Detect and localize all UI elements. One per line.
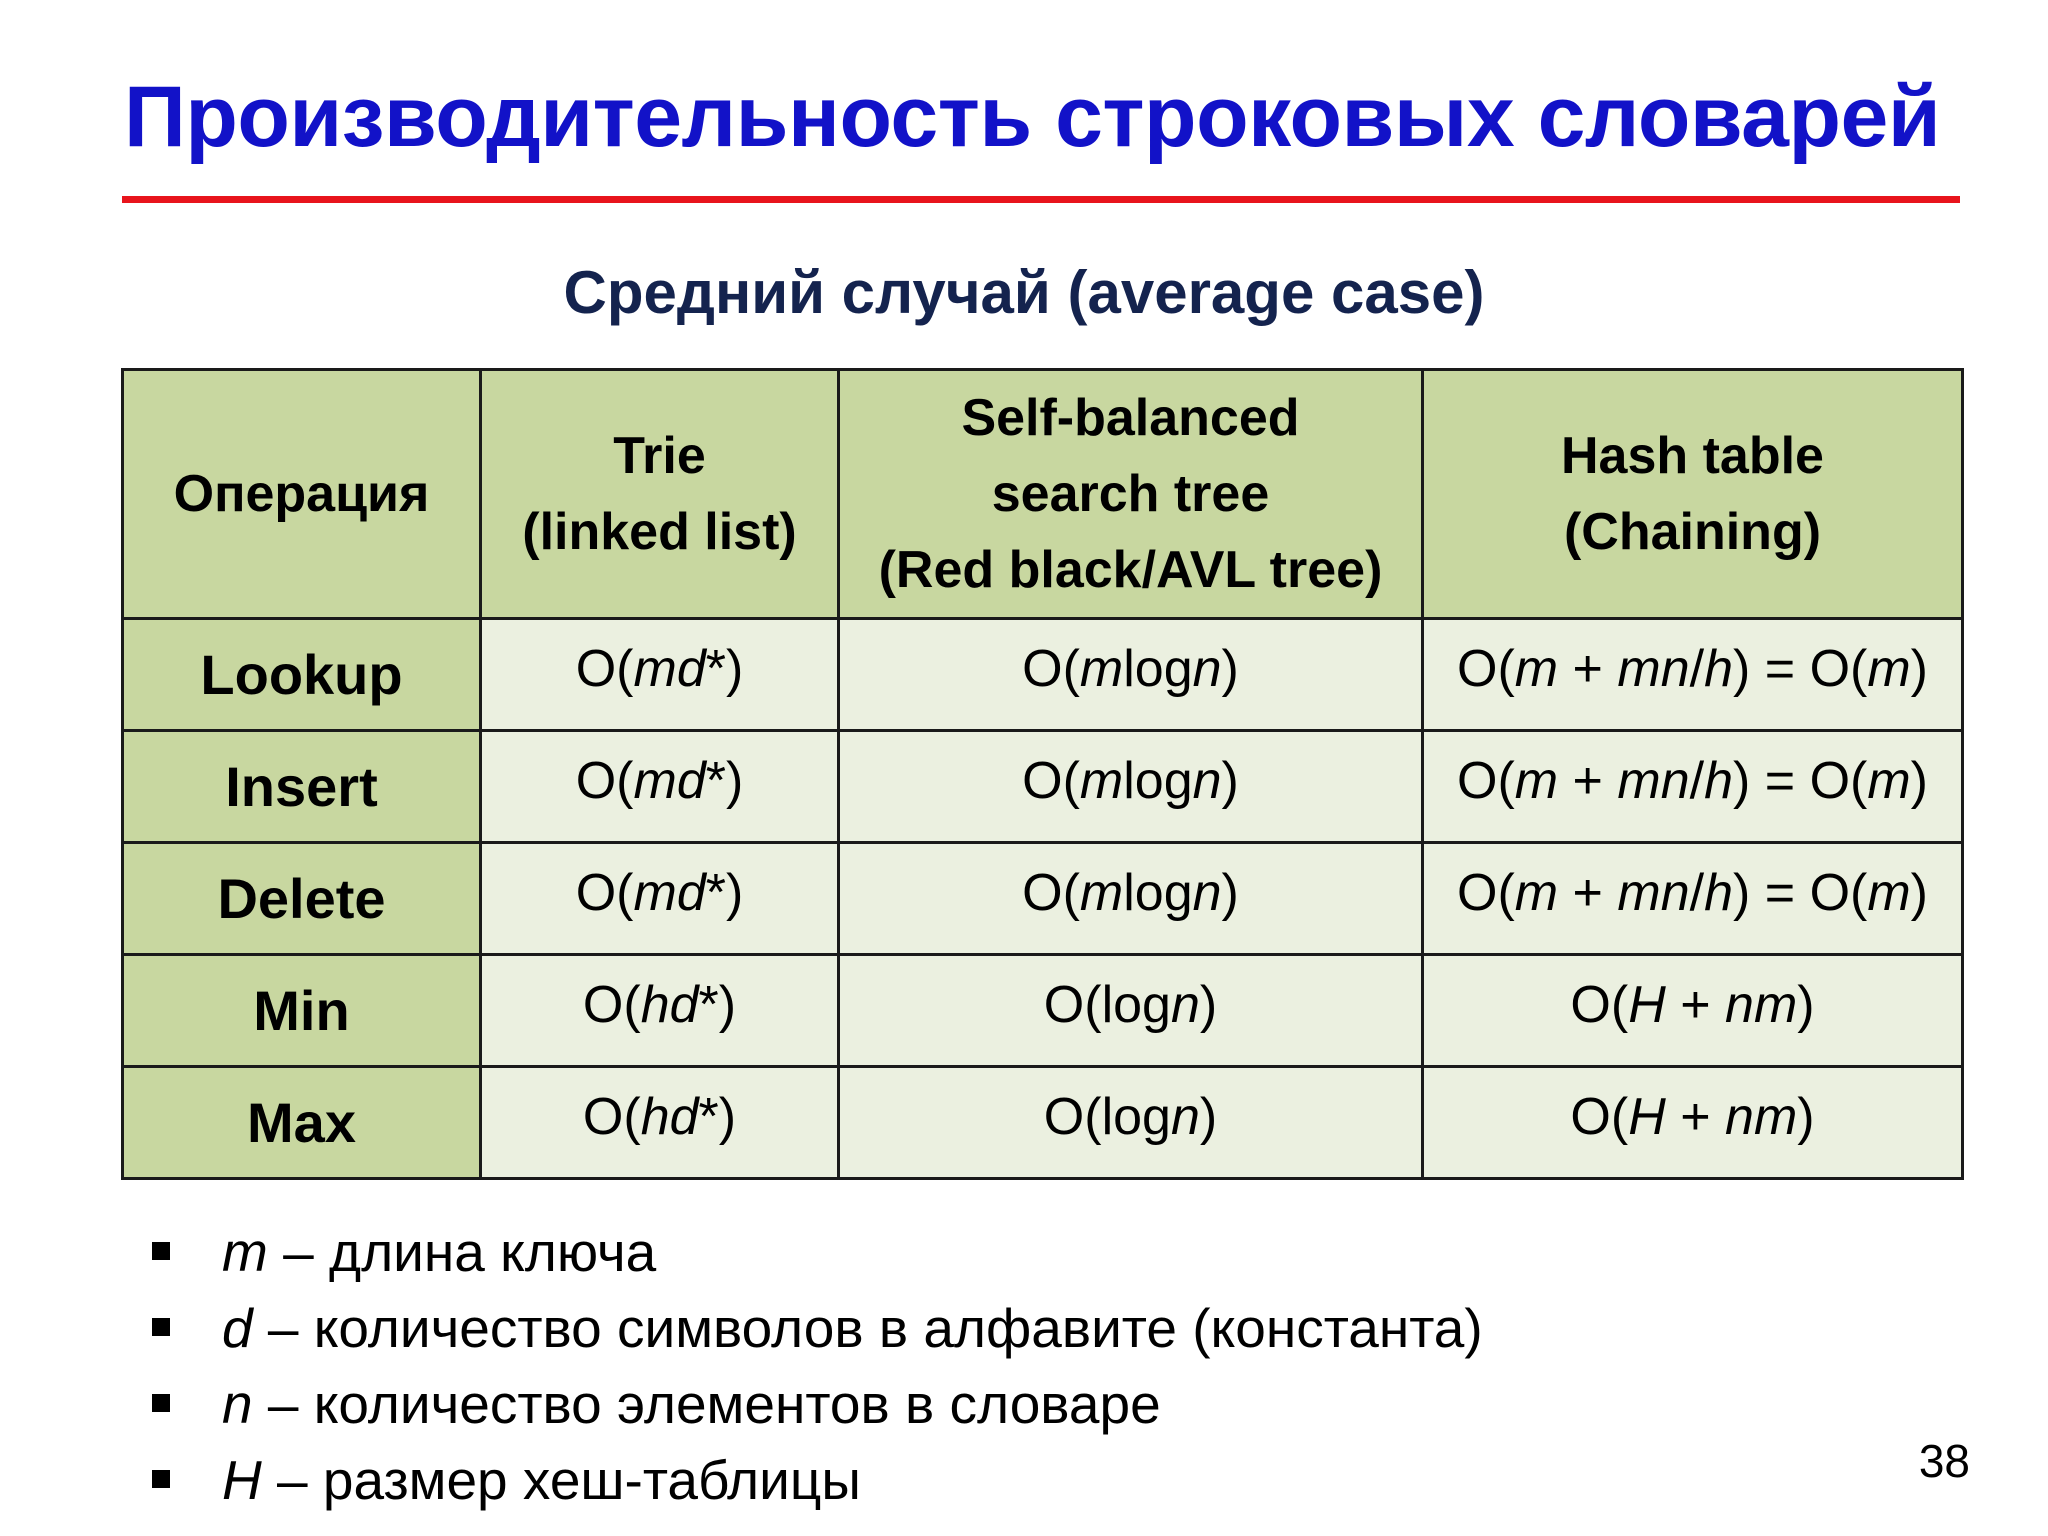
header-line: Self-balanced	[961, 389, 1300, 447]
formula	[840, 1087, 1421, 1147]
formula-token: m	[1867, 751, 1911, 810]
legend-line	[222, 1366, 1161, 1442]
formula-token: )	[1797, 1087, 1815, 1146]
legend-symbol: n	[222, 1373, 253, 1435]
formula-token: O	[1809, 639, 1851, 698]
formula-token: )	[1221, 751, 1239, 810]
formula-token: n	[1192, 863, 1222, 922]
complexity-cell	[839, 1067, 1423, 1179]
formula-token: )	[1199, 975, 1218, 1034]
legend-line	[222, 1214, 656, 1290]
header-line: (Chaining)	[1563, 503, 1822, 561]
formula-token: +	[1665, 975, 1726, 1034]
page-number: 38	[1918, 1435, 1970, 1487]
formula-token: (	[616, 751, 634, 810]
formula-token: m	[1617, 863, 1661, 922]
formula-token: O	[575, 863, 617, 922]
formula-token: *)	[705, 863, 744, 922]
table-row	[123, 955, 1963, 1067]
formula-token: O	[1022, 639, 1063, 698]
formula-token: n	[1725, 975, 1754, 1034]
formula-token: m	[1617, 751, 1661, 810]
formula-token: log	[1123, 751, 1193, 810]
formula-token: m	[1867, 639, 1911, 698]
formula-token: m	[1079, 639, 1124, 698]
formula-token: n	[1660, 863, 1690, 922]
formula-token: H	[1628, 1087, 1666, 1146]
formula-token: )	[1797, 975, 1815, 1034]
formula-token: d	[676, 639, 706, 698]
formula	[1424, 863, 1961, 923]
formula-token: O	[1022, 863, 1063, 922]
formula-token: n	[1192, 639, 1222, 698]
formula	[482, 863, 837, 923]
complexity-cell	[1423, 1067, 1963, 1179]
formula-token: O	[1022, 751, 1063, 810]
formula-token: ) =	[1732, 863, 1810, 922]
formula-token: m	[1514, 863, 1559, 922]
complexity-cell	[481, 843, 839, 955]
formula-token: O	[575, 639, 617, 698]
header-operation	[123, 370, 481, 619]
complexity-cell	[481, 955, 839, 1067]
complexity-cell	[839, 619, 1423, 731]
table-row	[123, 619, 1963, 731]
formula	[482, 639, 837, 699]
row-operation-label: Min	[123, 955, 481, 1067]
formula-token: O	[1043, 1087, 1085, 1146]
header-trie	[481, 370, 839, 619]
header-hash-table	[1423, 370, 1963, 619]
complexity-cell	[1423, 619, 1963, 731]
complexity-cell	[1423, 843, 1963, 955]
complexity-cell	[839, 843, 1423, 955]
formula-token: (	[1062, 751, 1080, 810]
formula-token: O	[1456, 639, 1498, 698]
formula-token: m	[1753, 1087, 1798, 1146]
formula-token: O	[1456, 751, 1498, 810]
table-row	[123, 731, 1963, 843]
legend-symbol: H	[222, 1449, 262, 1511]
table-row	[123, 1067, 1963, 1179]
formula-token: (	[1497, 863, 1515, 922]
formula-token: m	[1617, 639, 1661, 698]
formula-token: (	[1084, 975, 1102, 1034]
table-row	[123, 843, 1963, 955]
formula-token: m	[1753, 975, 1798, 1034]
formula-token: n	[1192, 751, 1222, 810]
legend-description: – количество символов в алфавите (константа)	[252, 1297, 1483, 1359]
formula-token: *)	[705, 639, 744, 698]
legend-line	[222, 1290, 1483, 1366]
formula-token: d	[676, 863, 706, 922]
formula-token: log	[1123, 639, 1193, 698]
formula-token: )	[1199, 1087, 1218, 1146]
formula-token: log	[1123, 863, 1193, 922]
formula-token: h	[640, 1087, 670, 1146]
formula-token: m	[633, 863, 677, 922]
formula-token: O	[582, 1087, 624, 1146]
row-operation-label: Lookup	[123, 619, 481, 731]
formula-token: *)	[698, 975, 737, 1034]
formula-token: O	[1043, 975, 1085, 1034]
header-line: (linked list)	[522, 503, 797, 561]
legend-description: – размер хеш-таблицы	[261, 1449, 861, 1511]
formula	[482, 751, 837, 811]
formula-token: /	[1689, 639, 1705, 698]
formula-token: ) =	[1732, 751, 1810, 810]
complexity-cell	[481, 731, 839, 843]
formula-token: H	[1628, 975, 1666, 1034]
formula-token: )	[1910, 863, 1928, 922]
formula	[1424, 1087, 1961, 1147]
formula-token: +	[1665, 1087, 1726, 1146]
formula-token: (	[1610, 1087, 1629, 1146]
complexity-cell	[1423, 731, 1963, 843]
formula-token: n	[1660, 751, 1690, 810]
formula-token: h	[1704, 639, 1733, 698]
formula-token: n	[1660, 639, 1690, 698]
slide-title: Производительность строковых словарей	[124, 69, 1941, 165]
slide-subtitle: Средний случай (average case)	[563, 259, 1485, 326]
formula-token: m	[1867, 863, 1911, 922]
complexity-cell	[1423, 955, 1963, 1067]
formula-token: O	[1570, 1087, 1611, 1146]
formula-token: (	[1610, 975, 1629, 1034]
formula	[840, 639, 1421, 699]
formula-token: m	[1514, 639, 1559, 698]
formula-token: (	[1850, 639, 1868, 698]
formula-token: (	[1850, 751, 1868, 810]
formula-token: d	[669, 975, 699, 1034]
formula-token: O	[1809, 751, 1851, 810]
formula-token: (	[623, 975, 641, 1034]
header-line: Hash table	[1561, 427, 1824, 485]
title-rule	[122, 196, 1960, 203]
formula-token: (	[1084, 1087, 1102, 1146]
formula-token: +	[1558, 639, 1618, 698]
row-operation-label: Delete	[123, 843, 481, 955]
formula-token: /	[1689, 751, 1705, 810]
formula	[482, 975, 837, 1035]
complexity-cell	[481, 1067, 839, 1179]
formula-token: m	[1514, 751, 1559, 810]
formula-token: (	[616, 863, 634, 922]
square-bullet-icon	[152, 1242, 170, 1260]
legend-symbol: m	[222, 1221, 268, 1283]
formula-token: (	[1497, 639, 1515, 698]
formula-token: )	[1221, 863, 1239, 922]
formula-token: +	[1558, 863, 1618, 922]
formula-token: d	[669, 1087, 699, 1146]
formula-token: h	[640, 975, 670, 1034]
formula-token: O	[582, 975, 624, 1034]
formula-token: (	[1497, 751, 1515, 810]
header-line: (Red black/AVL tree)	[878, 541, 1383, 599]
header-line: search tree	[991, 465, 1270, 523]
formula	[840, 975, 1421, 1035]
formula-token: m	[1079, 751, 1124, 810]
header-line: Операция	[173, 465, 430, 523]
formula-token: O	[1809, 863, 1851, 922]
formula-token: )	[1910, 751, 1928, 810]
formula	[840, 863, 1421, 923]
formula-token: h	[1704, 751, 1733, 810]
square-bullet-icon	[152, 1470, 170, 1488]
formula-token: (	[623, 1087, 641, 1146]
formula-token: O	[1456, 863, 1498, 922]
formula-token: (	[616, 639, 634, 698]
complexity-table	[121, 368, 1964, 1180]
header-search-tree	[839, 370, 1423, 619]
header-line: Trie	[613, 427, 706, 485]
legend-description: – количество элементов в словаре	[252, 1373, 1161, 1435]
formula-token: +	[1558, 751, 1618, 810]
formula-token: )	[1910, 639, 1928, 698]
formula	[1424, 751, 1961, 811]
complexity-cell	[839, 731, 1423, 843]
formula-token: log	[1101, 975, 1171, 1034]
row-operation-label: Max	[123, 1067, 481, 1179]
formula-token: (	[1062, 639, 1080, 698]
formula-token: /	[1689, 863, 1705, 922]
formula-token: O	[575, 751, 617, 810]
formula-token: d	[676, 751, 706, 810]
formula-token: m	[1079, 863, 1124, 922]
formula-token: h	[1704, 863, 1733, 922]
formula-token: (	[1062, 863, 1080, 922]
formula	[1424, 975, 1961, 1035]
complexity-cell	[839, 955, 1423, 1067]
square-bullet-icon	[152, 1394, 170, 1412]
formula-token: n	[1170, 975, 1200, 1034]
formula-token: n	[1725, 1087, 1754, 1146]
row-operation-label: Insert	[123, 731, 481, 843]
formula-token: m	[633, 639, 677, 698]
formula-token: n	[1170, 1087, 1200, 1146]
formula-token: log	[1101, 1087, 1171, 1146]
formula	[482, 1087, 837, 1147]
table-header-row	[123, 370, 1963, 619]
formula-token: O	[1570, 975, 1611, 1034]
legend-description: – длина ключа	[267, 1221, 657, 1283]
legend-symbol: d	[222, 1297, 253, 1359]
formula-token: ) =	[1732, 639, 1810, 698]
formula	[840, 751, 1421, 811]
formula-token: )	[1221, 639, 1239, 698]
formula-token: *)	[705, 751, 744, 810]
legend-line	[222, 1442, 861, 1518]
formula-token: *)	[698, 1087, 737, 1146]
formula-token: (	[1850, 863, 1868, 922]
square-bullet-icon	[152, 1318, 170, 1336]
complexity-cell	[481, 619, 839, 731]
formula	[1424, 639, 1961, 699]
formula-token: m	[633, 751, 677, 810]
